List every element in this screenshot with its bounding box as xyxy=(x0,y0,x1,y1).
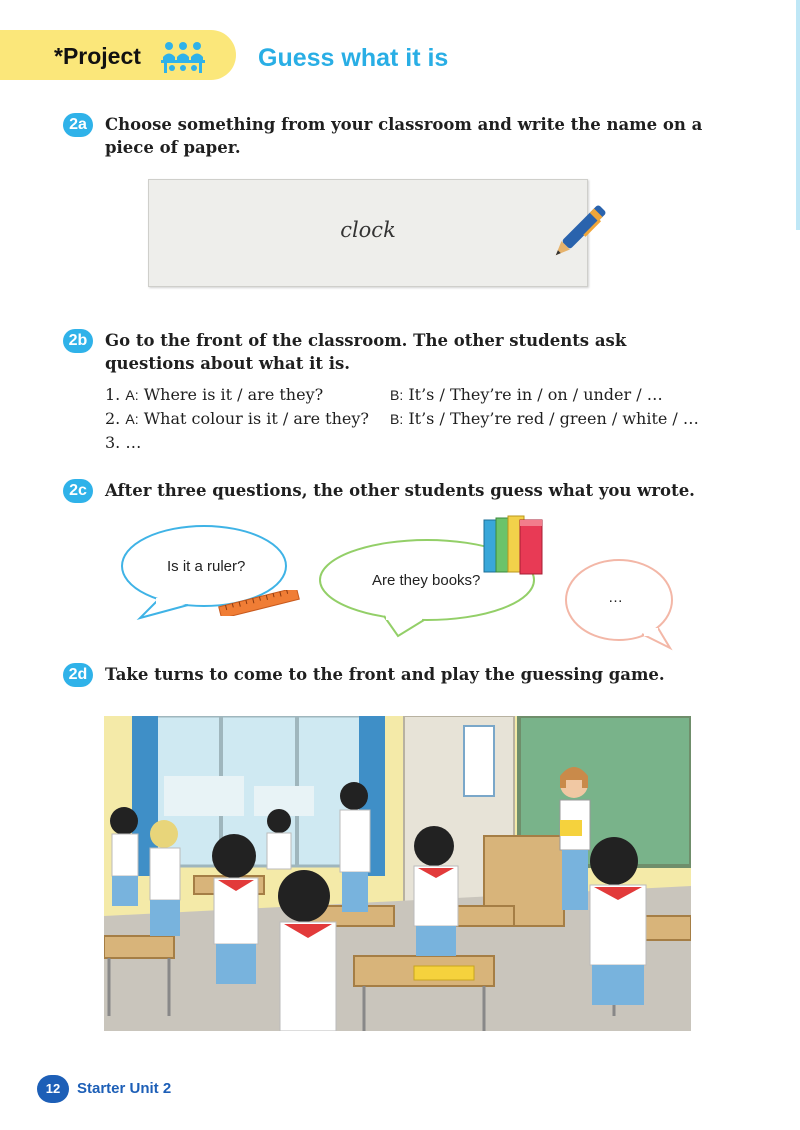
dialogue-line-3 xyxy=(105,433,141,452)
paper-word: clock xyxy=(340,218,396,242)
bubble-text-ruler: Is it a ruler? xyxy=(167,558,246,575)
page-edge-stripe xyxy=(796,0,800,230)
line-number: 2. xyxy=(105,409,121,428)
line-number: 3. xyxy=(105,433,121,452)
dialogue-line-1 xyxy=(105,385,323,404)
pen-icon xyxy=(545,198,609,270)
dialogue-answer-1 xyxy=(390,385,663,404)
instruction-2d: Take turns to come to the front and play the guessing game. xyxy=(105,665,665,684)
question-text: … xyxy=(125,433,142,452)
group-work-icon xyxy=(160,40,206,74)
speaker-a: A: xyxy=(125,387,139,403)
answer-text: It’s / They’re red / green / white / … xyxy=(408,409,699,428)
instruction-2c: After three questions, the other students guess what you wrote. xyxy=(105,481,695,500)
speaker-a: A: xyxy=(125,411,139,427)
activity-badge-2d: 2d xyxy=(63,663,93,687)
answer-text: It’s / They’re in / on / under / … xyxy=(408,385,663,404)
activity-badge-2a: 2a xyxy=(63,113,93,137)
bubble-text-books: Are they books? xyxy=(372,572,481,589)
activity-badge-2b: 2b xyxy=(63,329,93,353)
page-number: 12 xyxy=(37,1075,69,1103)
books-icon xyxy=(480,512,546,578)
instruction-2a: Choose something from your classroom and write the name on a piece of paper. xyxy=(105,115,703,157)
question-text: What colour is it / are they? xyxy=(143,409,369,428)
bubble-text-ellipsis: … xyxy=(608,589,623,606)
page-title: Guess what it is xyxy=(258,44,449,72)
activity-badge-2c: 2c xyxy=(63,479,93,503)
project-label: *Project xyxy=(54,43,141,69)
speaker-b: B: xyxy=(390,411,404,427)
paper-card xyxy=(148,179,588,287)
dialogue-answer-2 xyxy=(390,409,699,428)
unit-label: Starter Unit 2 xyxy=(77,1080,172,1097)
dialogue-line-2 xyxy=(105,409,369,428)
speaker-b: B: xyxy=(390,387,404,403)
question-text: Where is it / are they? xyxy=(143,385,324,404)
classroom-illustration xyxy=(104,716,691,1031)
line-number: 1. xyxy=(105,385,121,404)
instruction-2b: Go to the front of the classroom. The other students ask questions about what it is. xyxy=(105,331,627,373)
ruler-icon xyxy=(216,590,302,616)
